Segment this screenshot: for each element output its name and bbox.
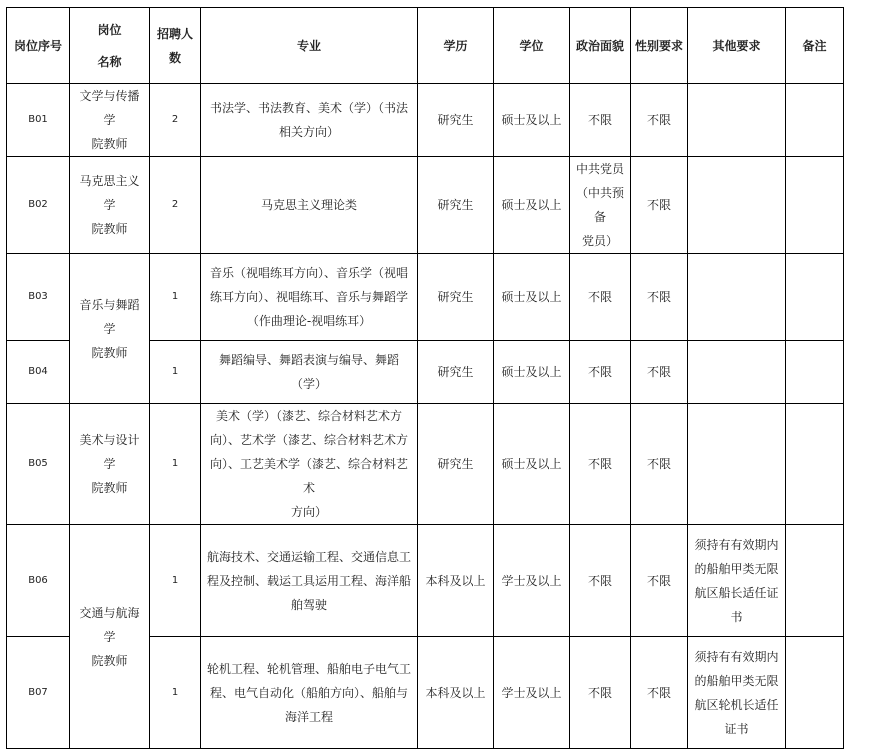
education-requirement: 研究生: [418, 341, 494, 404]
header-gender: 性别要求: [631, 8, 688, 84]
gender-requirement: 不限: [631, 84, 688, 157]
education-requirement: 研究生: [418, 84, 494, 157]
position-code: B01: [7, 84, 70, 157]
hire-count: 1: [150, 637, 201, 749]
note-cell: [786, 637, 844, 749]
header-seq: 岗位序号: [7, 8, 70, 84]
position-code: B03: [7, 254, 70, 341]
other-requirement: [688, 341, 786, 404]
degree-requirement: 硕士及以上: [494, 341, 570, 404]
degree-requirement: 学士及以上: [494, 525, 570, 637]
degree-requirement: 硕士及以上: [494, 84, 570, 157]
political-requirement: 中共党员 （中共预备 党员）: [570, 157, 631, 254]
political-requirement: 不限: [570, 637, 631, 749]
hire-count: 1: [150, 404, 201, 525]
gender-requirement: 不限: [631, 404, 688, 525]
table-row: [7, 157, 844, 254]
table-row: [7, 404, 844, 525]
degree-requirement: 学士及以上: [494, 637, 570, 749]
major-requirement: 轮机工程、轮机管理、船舶电子电气工 程、电气自动化（船舶方向）、船舶与 海洋工程: [201, 637, 418, 749]
position-code: B05: [7, 404, 70, 525]
note-cell: [786, 84, 844, 157]
major-requirement: 音乐（视唱练耳方向）、音乐学（视唱 练耳方向）、视唱练耳、音乐与舞蹈学 （作曲理论-视唱练耳）: [201, 254, 418, 341]
other-requirement: 须持有有效期内 的船舶甲类无限 航区船长适任证 书: [688, 525, 786, 637]
other-requirement: 须持有有效期内 的船舶甲类无限 航区轮机长适任 证书: [688, 637, 786, 749]
department-name: 交通与航海学 院教师: [70, 525, 150, 749]
header-other: 其他要求: [688, 8, 786, 84]
education-requirement: 研究生: [418, 157, 494, 254]
department-name: 音乐与舞蹈学 院教师: [70, 254, 150, 404]
education-requirement: 研究生: [418, 254, 494, 341]
position-code: B04: [7, 341, 70, 404]
major-requirement: 书法学、书法教育、美术（学）（书法 相关方向）: [201, 84, 418, 157]
header-name: 岗位 名称: [70, 8, 150, 84]
header-degree: 学位: [494, 8, 570, 84]
department-name: 美术与设计学 院教师: [70, 404, 150, 525]
major-requirement: 美术（学）（漆艺、综合材料艺术方 向）、艺术学（漆艺、综合材料艺术方 向）、工艺美术学（漆艺、综合材料艺术 方向）: [201, 404, 418, 525]
note-cell: [786, 157, 844, 254]
political-requirement: 不限: [570, 404, 631, 525]
degree-requirement: 硕士及以上: [494, 254, 570, 341]
position-code: B06: [7, 525, 70, 637]
education-requirement: 研究生: [418, 404, 494, 525]
header-row: [7, 8, 844, 84]
degree-requirement: 硕士及以上: [494, 404, 570, 525]
header-major: 专业: [201, 8, 418, 84]
recruitment-table: [6, 7, 844, 749]
other-requirement: [688, 157, 786, 254]
gender-requirement: 不限: [631, 637, 688, 749]
table-row: [7, 525, 844, 637]
political-requirement: 不限: [570, 341, 631, 404]
gender-requirement: 不限: [631, 157, 688, 254]
header-note: 备注: [786, 8, 844, 84]
major-requirement: 马克思主义理论类: [201, 157, 418, 254]
education-requirement: 本科及以上: [418, 525, 494, 637]
position-code: B02: [7, 157, 70, 254]
political-requirement: 不限: [570, 525, 631, 637]
note-cell: [786, 404, 844, 525]
note-cell: [786, 254, 844, 341]
header-count: 招聘人 数: [150, 8, 201, 84]
header-edu: 学历: [418, 8, 494, 84]
gender-requirement: 不限: [631, 254, 688, 341]
gender-requirement: 不限: [631, 341, 688, 404]
hire-count: 2: [150, 84, 201, 157]
political-requirement: 不限: [570, 254, 631, 341]
hire-count: 1: [150, 525, 201, 637]
political-requirement: 不限: [570, 84, 631, 157]
hire-count: 1: [150, 341, 201, 404]
department-name: 文学与传播学 院教师: [70, 84, 150, 157]
other-requirement: [688, 84, 786, 157]
hire-count: 2: [150, 157, 201, 254]
other-requirement: [688, 404, 786, 525]
department-name: 马克思主义学 院教师: [70, 157, 150, 254]
table-row: [7, 84, 844, 157]
header-political: 政治面貌: [570, 8, 631, 84]
table-row: [7, 254, 844, 341]
position-code: B07: [7, 637, 70, 749]
degree-requirement: 硕士及以上: [494, 157, 570, 254]
note-cell: [786, 525, 844, 637]
hire-count: 1: [150, 254, 201, 341]
note-cell: [786, 341, 844, 404]
major-requirement: 航海技术、交通运输工程、交通信息工 程及控制、载运工具运用工程、海洋船 舶驾驶: [201, 525, 418, 637]
major-requirement: 舞蹈编导、舞蹈表演与编导、舞蹈 （学）: [201, 341, 418, 404]
education-requirement: 本科及以上: [418, 637, 494, 749]
gender-requirement: 不限: [631, 525, 688, 637]
other-requirement: [688, 254, 786, 341]
